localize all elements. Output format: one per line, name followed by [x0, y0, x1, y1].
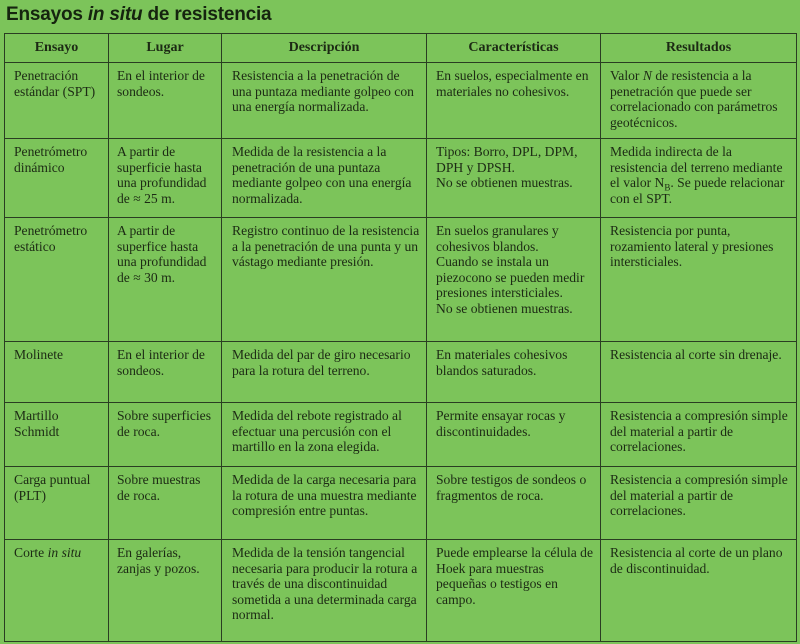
cell-lugar: En el interior de sondeos. — [109, 63, 222, 139]
table-row — [5, 342, 797, 403]
cell-ensayo: Molinete — [5, 342, 109, 403]
header-resultados: Resultados — [601, 34, 797, 63]
cell-caracteristicas: En suelos, especialmente en materiales no cohesivos. — [427, 63, 601, 139]
header-descripcion: Descripción — [222, 34, 427, 63]
cell-descripcion: Medida de la carga necesaria para la rotura de una muestra mediante compresión entre puntas. — [222, 467, 427, 540]
table-row — [5, 63, 797, 139]
table-row — [5, 540, 797, 642]
cell-resultados: Medida indirecta de la resistencia del terreno mediante el valor $N_B$. Se puede relacionar con el SPT. — [601, 139, 797, 218]
cell-descripcion: Medida de la tensión tangencial necesaria para producir la rotura a través de una discontinuidad sometida a una determinada carga normal. — [222, 540, 427, 642]
cell-caracteristicas: Permite ensayar rocas y discontinuidades. — [427, 403, 601, 467]
table-header-row — [5, 34, 797, 63]
cell-caracteristicas: Tipos: Borro, DPL, DPM, DPH y DPSH. No se obtienen muestras. — [427, 139, 601, 218]
cell-descripcion: Registro continuo de la resistencia a la penetración de una punta y un vástago mediante presión. — [222, 218, 427, 342]
cell-resultados: Valor N de resistencia a la penetración que puede ser correlacionado con parámetros geotécnicos. — [601, 63, 797, 139]
header-lugar: Lugar — [109, 34, 222, 63]
cell-ensayo: Penetrómetro estático — [5, 218, 109, 342]
table-row — [5, 139, 797, 218]
cell-lugar: En el interior de sondeos. — [109, 342, 222, 403]
table-row — [5, 218, 797, 342]
header-caracteristicas: Características — [427, 34, 601, 63]
resistance-tests-table — [4, 33, 797, 642]
cell-descripcion: Medida del par de giro necesario para la rotura del terreno. — [222, 342, 427, 403]
title-emphasis: in situ — [87, 4, 143, 25]
cell-resultados: Resistencia al corte sin drenaje. — [601, 342, 797, 403]
cell-ensayo: Penetración estándar (SPT) — [5, 63, 109, 139]
title-prefix: Ensayos — [6, 4, 88, 25]
cell-resultados: Resistencia por punta, rozamiento lateral y presiones intersticiales. — [601, 218, 797, 342]
cell-caracteristicas: En suelos granulares y cohesivos blandos. Cuando se instala un piezocono se pueden medir presiones intersticiales. No se obtienen muestras. — [427, 218, 601, 342]
cell-ensayo: Corte in situ — [5, 540, 109, 642]
cell-caracteristicas: Sobre testigos de sondeos o fragmentos de roca. — [427, 467, 601, 540]
cell-descripcion: Medida del rebote registrado al efectuar una percusión con el martillo en la zona elegida. — [222, 403, 427, 467]
cell-lugar: A partir de superficie hasta una profundidad de ≈ 25 m. — [109, 139, 222, 218]
cell-ensayo: Penetrómetro dinámico — [5, 139, 109, 218]
cell-resultados: Resistencia al corte de un plano de discontinuidad. — [601, 540, 797, 642]
header-ensayo: Ensayo — [5, 34, 109, 63]
table-row — [5, 467, 797, 540]
cell-ensayo: Carga puntual (PLT) — [5, 467, 109, 540]
table-row — [5, 403, 797, 467]
cell-descripcion: Resistencia a la penetración de una puntaza mediante golpeo con una energía normalizada. — [222, 63, 427, 139]
cell-descripcion: Medida de la resistencia a la penetración de una puntaza mediante golpeo con una energía normalizada. — [222, 139, 427, 218]
cell-lugar: Sobre muestras de roca. — [109, 467, 222, 540]
title-suffix: de resistencia — [142, 4, 272, 25]
cell-resultados: Resistencia a compresión simple del material a partir de correlaciones. — [601, 403, 797, 467]
cell-lugar: A partir de superfice hasta una profundidad de ≈ 30 m. — [109, 218, 222, 342]
cell-lugar: Sobre superficies de roca. — [109, 403, 222, 467]
cell-caracteristicas: En materiales cohesivos blandos saturados. — [427, 342, 601, 403]
page-title — [6, 4, 271, 26]
cell-ensayo: Martillo Schmidt — [5, 403, 109, 467]
cell-resultados: Resistencia a compresión simple del material a partir de correlaciones. — [601, 467, 797, 540]
cell-lugar: En galerías, zanjas y pozos. — [109, 540, 222, 642]
cell-caracteristicas: Puede emplearse la célula de Hoek para muestras pequeñas o testigos en campo. — [427, 540, 601, 642]
